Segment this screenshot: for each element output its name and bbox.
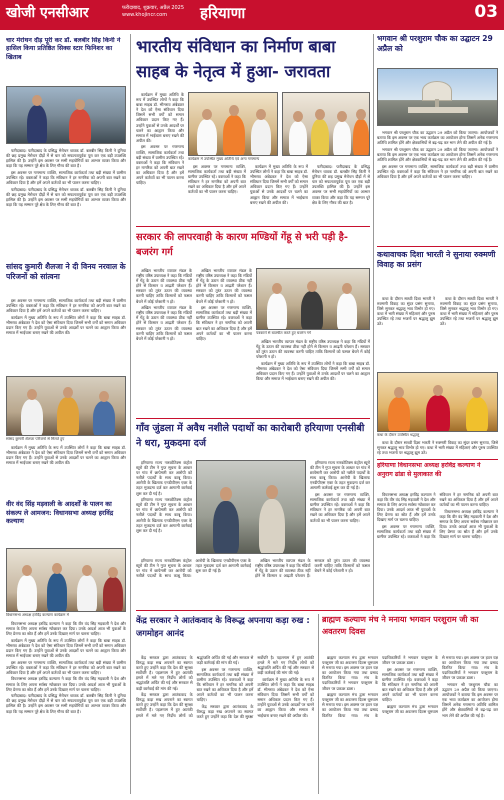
left-mid-text-2: कार्यक्रम में मुख्य अतिथि के रूप में उपस्थित लोगों ने कहा कि बाबा साहब डॉ. भीमराव अंबेडकर ने देश को ऐसा संविधान दिया जिसमें सभी वर्गों को समान अधिकार प्रदान किए गए हैं। उन्होंने युवाओं से उनके आदर्शों पर चलने का आह्वान किया और समाज में भाईचारा बनाए रखने की अपील की। bbox=[6, 314, 126, 336]
lead-photo-1 bbox=[188, 92, 278, 156]
page-number: 03 bbox=[474, 2, 498, 22]
lead-body-col-1 bbox=[136, 92, 184, 222]
lead-text-4: कार्यक्रम में मुख्य अतिथि के रूप में उपस्थित लोगों ने कहा कि बाबा साहब डॉ. भीमराव अंबेडकर ने देश को ऐसा संविधान दिया जिसमें सभी वर्गों को समान अधिकार प्रदान किए गए हैं। उन्होंने युवाओं से उनके आदर्शों पर चलने का आह्वान किया और समाज में भाईचारा बनाए रखने की अपील की। bbox=[250, 164, 308, 205]
ncb-text-1: हरियाणा राज्य नारकोटिक्स कंट्रोल ब्यूरो की टीम ने गुप्त सूचना के आधार पर गांव में छापेमारी कर आरोपी को नशीले पदार्थों के साथ काबू किया। आरोपी के खिलाफ एनडीपीएस एक्ट के तहत मुकदमा दर्ज कर आगामी कार्रवाई शुरू कर दी गई है। bbox=[136, 460, 192, 496]
mandi-text-4: इस अवसर पर गणमान्य व्यक्ति, सामाजिक कार्यकर्ता तथा बड़ी संख्या में ग्रामीण उपस्थित रहे। वक्ताओं ने कहा कि संविधान ने हर नागरिक को अपनी बात रखने का अधिकार दिया है और हमें अपने कर्तव्यों का भी पालन करना चाहिए। bbox=[196, 305, 252, 341]
left-bottom-text-1: विधानसभा अध्यक्ष हरविंद्र कल्याण ने कहा कि वीर वंद सिंह मड़वाली ने देश और समाज के लिए अपना सर्वस्व न्योछावर कर दिया। उनके आदर्श आज भी युवाओं के लिए प्रेरणा का स्रोत हैं और हमें उनके दिखाए मार्ग पर चलना चाहिए। bbox=[6, 621, 126, 637]
lead-headline: भारतीय संविधान का निर्माण बाबा साहब के नेतृत्व में हुआ- जरावता bbox=[136, 37, 336, 81]
page-header bbox=[0, 0, 504, 30]
katha-body-col-3 bbox=[377, 440, 498, 456]
column-divider-right bbox=[373, 34, 374, 606]
left-mid-headline: सांसद कुमारी शैलजा ने दी विनय नरवाल के परिजनों को सांत्वना bbox=[6, 262, 126, 281]
left-top-text-3: फरीदाबाद। फरीदाबाद के प्रसिद्ध मेरोथन धावक डॉ. बलबीर सिंह किनी ने दुनिया की छह प्रमुख मेरोथन दौड़ों में से चार को सफलतापूर्वक पूरा कर एक बड़ी उपलब्धि हासिल की है। उन्होंने इस अवसर पर सभी सहयोगियों का आभार व्यक्त किया और कहा कि यह सम्मान पूरे क्षेत्र के लिए गौरव की बात है। bbox=[6, 186, 126, 207]
mandi-body-col-1 bbox=[136, 268, 192, 414]
ncb-headline: गाँव जुंडला में अवैध नशीले पदार्थो का कारोबारी हरियाणा एनसीबी ने धरा, मुकदमा दर्ज bbox=[136, 423, 365, 449]
mandi-photo bbox=[256, 268, 370, 330]
katha-caption: कथा के दौरान उपस्थित श्रद्धालु bbox=[377, 433, 420, 437]
katha-body-col-1 bbox=[377, 296, 435, 368]
mandi-text-3: अखिल भारतीय व्यापार मंडल के राष्ट्रीय वरिष्ठ उपाध्यक्ष ने कहा कि मंडियों में गेंहू के उठान की व्यवस्था ठीक नहीं होने से किसान व आढ़ती परेशान हैं। सरकार को तुरंत उठान की व्यवस्था करनी चाहिए ताकि किसानों को फसल बेचने में कोई परेशानी न हो। bbox=[196, 268, 252, 304]
mandi-headline: सरकार की लापरवाही के कारण मण्डियों गेंहू से भरी पड़ी है- बजरंग गर्ग bbox=[136, 232, 348, 258]
ncb-body-col-1 bbox=[136, 460, 192, 554]
kalyan-text-3: विधानसभा अध्यक्ष हरविंद्र कल्याण ने कहा कि वीर वंद सिंह मड़वाली ने देश और समाज के लिए अपना सर्वस्व न्योछावर कर दिया। उनके आदर्श आज भी युवाओं के लिए प्रेरणा का स्रोत हैं और हमें उनके दिखाए मार्ग पर चलना चाहिए। bbox=[439, 508, 498, 540]
brahmin-text-2: ब्राह्मण कल्याण मंच द्वारा भगवान परशुराम जी का अवतरण दिवस धूमधाम से मनाया गया। इस अवसर पर हवन यज्ञ का आयोजन किया गया तथा प्रसाद वितरित किया गया। मंच के पदाधिकारियों ने भगवान परशुराम के जीवन पर प्रकाश डाला। bbox=[322, 655, 438, 718]
brahmin-body bbox=[322, 655, 498, 794]
katha-text-3: कथा के दौरान साध्वी दिशा भारती ने रुक्मणी विवाह का सुंदर प्रसंग सुनाया, जिसे सुनकर श्रद्धालु भाव विभोर हो गए। कथा में भारी संख्या में महिलाएं और पुरुष उपस्थित रहे तथा भजनों पर श्रद्धालु झूम उठे। bbox=[377, 440, 498, 456]
chowk-text-1: भगवान श्री परशुराम चौक का उद्घाटन 29 अप्रैल को किया जाएगा। आयोजकों ने बताया कि इस अवसर पर एक भव्य कार्यक्रम का आयोजन होगा जिसमें अनेक गणमान्य अतिथि शामिल होंगे और क्षेत्रवासियों से बढ़-चढ़ कर भाग लेने की अपील की गई है। bbox=[377, 130, 498, 146]
lead-text-1: कार्यक्रम में मुख्य अतिथि के रूप में उपस्थित लोगों ने कहा कि बाबा साहब डॉ. भीमराव अंबेडकर ने देश को ऐसा संविधान दिया जिसमें सभी वर्गों को समान अधिकार प्रदान किए गए हैं। उन्होंने युवाओं से उनके आदर्शों पर चलने का आह्वान किया और समाज में भाईचारा बनाए रखने की अपील की। bbox=[136, 92, 184, 143]
kalyan-text-2: इस अवसर पर गणमान्य व्यक्ति, सामाजिक कार्यकर्ता तथा बड़ी संख्या में ग्रामीण उपस्थित रहे। वक्ताओं ने कहा कि संविधान ने हर नागरिक को अपनी बात रखने का अधिकार दिया है और हमें अपने कर्तव्यों का भी पालन करना चाहिए। bbox=[377, 492, 498, 540]
center-divider-2 bbox=[136, 418, 370, 419]
kalyan-headline: हरियाणा विधानसभा अध्यक्ष हरविंद्र कल्याण ने अनुराग ढांडा से मुलाकात की bbox=[377, 462, 481, 478]
ncb-text-5: हरियाणा राज्य नारकोटिक्स कंट्रोल ब्यूरो की टीम ने गुप्त सूचना के आधार पर गांव में छापेमारी कर आरोपी को नशीले पदार्थों के साथ काबू किया। आरोपी के खिलाफ एनडीपीएस एक्ट के तहत मुकदमा दर्ज कर आगामी कार्रवाई शुरू कर दी गई है। bbox=[136, 558, 251, 579]
left-mid-text-3: कार्यक्रम में मुख्य अतिथि के रूप में उपस्थित लोगों ने कहा कि बाबा साहब डॉ. भीमराव अंबेडकर ने देश को ऐसा संविधान दिया जिसमें सभी वर्गों को समान अधिकार प्रदान किए गए हैं। उन्होंने युवाओं से उनके आदर्शों पर चलने का आह्वान किया और समाज में भाईचारा बनाए रखने की अपील की। bbox=[6, 445, 126, 466]
mandi-body-col-2 bbox=[196, 268, 252, 414]
left-bottom-headline: वीर वंद सिंह मड़वाली के आदर्शों के पालन का संकल्प ले आमजन: विधानसभा अध्यक्ष हरविंद्र कल्याण bbox=[6, 500, 114, 526]
ncb-body-col-2 bbox=[310, 460, 370, 554]
mandi-text-2: अखिल भारतीय व्यापार मंडल के राष्ट्रीय वरिष्ठ उपाध्यक्ष ने कहा कि मंडियों में गेंहू के उठान की व्यवस्था ठीक नहीं होने से किसान व आढ़ती परेशान हैं। सरकार को तुरंत उठान की व्यवस्था करनी चाहिए ताकि किसानों को फसल बेचने में कोई परेशानी न हो। bbox=[136, 305, 192, 341]
terror-text-1: केंद्र सरकार द्वारा आतंकवाद के विरुद्ध कड़ा रुख अपनाने का स्वागत करते हुए उन्होंने कहा कि देश की सुरक्षा सर्वोपरि है। पहलगाम में हुए आतंकी हमले में मारे गए निर्दोष लोगों को श्रद्धांजलि अर्पित की गई और सरकार से कड़ी कार्रवाई की मांग की गई। bbox=[136, 655, 193, 691]
brahmin-text-4: ब्राह्मण कल्याण मंच द्वारा भगवान परशुराम जी का अवतरण दिवस धूमधाम से मनाया गया। इस अवसर पर हवन यज्ञ का आयोजन किया गया तथा प्रसाद वितरित किया गया। मंच के पदाधिकारियों ने भगवान परशुराम के जीवन पर प्रकाश डाला। bbox=[382, 655, 498, 714]
column-divider-left bbox=[130, 34, 131, 794]
katha-headline: कथावाचक दिशा भारती ने सुनाया रुक्मणी विवाह का प्रसंग bbox=[377, 250, 496, 270]
brahmin-text-3: इस अवसर पर गणमान्य व्यक्ति, सामाजिक कार्यकर्ता तथा बड़ी संख्या में ग्रामीण उपस्थित रहे। वक्ताओं ने कहा कि संविधान ने हर नागरिक को अपनी बात रखने का अधिकार दिया है और हमें अपने कर्तव्यों का भी पालन करना चाहिए। bbox=[382, 666, 438, 703]
terror-text-4: केंद्र सरकार द्वारा आतंकवाद के विरुद्ध कड़ा रुख अपनाने का स्वागत करते हुए उन्होंने कहा कि देश की सुरक्षा सर्वोपरि है। पहलगाम में हुए आतंकी हमले में मारे गए निर्दोष लोगों को श्रद्धांजलि अर्पित की गई और सरकार से कड़ी कार्रवाई की मांग की गई। bbox=[196, 655, 314, 720]
left-top-headline: चार मेरोथन दौड़ पूरी कर डॉ. बलबीर सिंह किनी ने हासिल किया प्रतिष्ठित सिक्स स्टार फिनिशर का खिताब bbox=[6, 37, 121, 61]
left-mid-caption: सांसद कुमारी शैलजा परिजनों से मिलते हुए bbox=[6, 437, 65, 441]
lead-body-col-2 bbox=[188, 164, 246, 222]
column-divider-bottom bbox=[318, 614, 319, 794]
ncb-photo bbox=[196, 460, 306, 554]
lead-text-2: इस अवसर पर गणमान्य व्यक्ति, सामाजिक कार्यकर्ता तथा बड़ी संख्या में ग्रामीण उपस्थित रहे। वक्ताओं ने कहा कि संविधान ने हर नागरिक को अपनी बात रखने का अधिकार दिया है और हमें अपने कर्तव्यों का भी पालन करना चाहिए। bbox=[136, 144, 184, 186]
ncb-body-row-2 bbox=[136, 558, 370, 606]
chowk-body bbox=[377, 130, 498, 244]
left-mid-photo bbox=[6, 376, 126, 436]
left-top-photo bbox=[6, 86, 126, 144]
left-mid-text-1: इस अवसर पर गणमान्य व्यक्ति, सामाजिक कार्यकर्ता तथा बड़ी संख्या में ग्रामीण उपस्थित रहे। वक्ताओं ने कहा कि संविधान ने हर नागरिक को अपनी बात रखने का अधिकार दिया है और हमें अपने कर्तव्यों का भी पालन करना चाहिए। bbox=[6, 298, 126, 314]
ncb-text-6: अखिल भारतीय व्यापार मंडल के राष्ट्रीय वरिष्ठ उपाध्यक्ष ने कहा कि मंडियों में गेंहू के उठान की व्यवस्था ठीक नहीं होने से किसान व आढ़ती परेशान हैं। सरकार को तुरंत उठान की व्यवस्था करनी चाहिए ताकि किसानों को फसल बेचने में कोई परेशानी न हो। bbox=[255, 558, 370, 579]
left-bottom-text-3: इस अवसर पर गणमान्य व्यक्ति, सामाजिक कार्यकर्ता तथा बड़ी संख्या में ग्रामीण उपस्थित रहे। वक्ताओं ने कहा कि संविधान ने हर नागरिक को अपनी बात रखने का अधिकार दिया है और हमें अपने कर्तव्यों का भी पालन करना चाहिए। bbox=[6, 659, 126, 675]
mandi-caption: पत्रकारों से बातचीत करते हुए बजरंग गर्ग bbox=[256, 331, 312, 335]
center-divider-1 bbox=[136, 226, 370, 227]
terror-text-5: कार्यक्रम में मुख्य अतिथि के रूप में उपस्थित लोगों ने कहा कि बाबा साहब डॉ. भीमराव अंबेडकर ने देश को ऐसा संविधान दिया जिसमें सभी वर्गों को समान अधिकार प्रदान किए गए हैं। उन्होंने युवाओं से उनके आदर्शों पर चलने का आह्वान किया और समाज में भाईचारा बनाए रखने की अपील की। bbox=[257, 676, 314, 718]
left-top-text-1: फरीदाबाद। फरीदाबाद के प्रसिद्ध मेरोथन धावक डॉ. बलबीर सिंह किनी ने दुनिया की छह प्रमुख मेरोथन दौड़ों में से चार को सफलतापूर्वक पूरा कर एक बड़ी उपलब्धि हासिल की है। उन्होंने इस अवसर पर सभी सहयोगियों का आभार व्यक्त किया और कहा कि यह सम्मान पूरे क्षेत्र के लिए गौरव की बात है। bbox=[6, 148, 126, 169]
left-mid-body bbox=[6, 298, 126, 374]
mandi-text-5: अखिल भारतीय व्यापार मंडल के राष्ट्रीय वरिष्ठ उपाध्यक्ष ने कहा कि मंडियों में गेंहू के उठान की व्यवस्था ठीक नहीं होने से किसान व आढ़ती परेशान हैं। सरकार को तुरंत उठान की व्यवस्था करनी चाहिए ताकि किसानों को फसल बेचने में कोई परेशानी न हो। bbox=[256, 339, 370, 360]
left-bottom-text-5: फरीदाबाद। फरीदाबाद के प्रसिद्ध मेरोथन धावक डॉ. बलबीर सिंह किनी ने दुनिया की छह प्रमुख मेरोथन दौड़ों में से चार को सफलतापूर्वक पूरा कर एक बड़ी उपलब्धि हासिल की है। उन्होंने इस अवसर पर सभी सहयोगियों का आभार व्यक्त किया और कहा कि यह सम्मान पूरे क्षेत्र के लिए गौरव की बात है। bbox=[6, 693, 126, 714]
brahmin-text-5: भगवान श्री परशुराम चौक का उद्घाटन 29 अप्रैल को किया जाएगा। आयोजकों ने बताया कि इस अवसर पर एक भव्य कार्यक्रम का आयोजन होगा जिसमें अनेक गणमान्य अतिथि शामिल होंगे और क्षेत्रवासियों से बढ़-चढ़ कर भाग लेने की अपील की गई है। bbox=[442, 681, 498, 718]
right-divider-2 bbox=[377, 459, 498, 460]
lead-text-3: इस अवसर पर गणमान्य व्यक्ति, सामाजिक कार्यकर्ता तथा बड़ी संख्या में ग्रामीण उपस्थित रहे। वक्ताओं ने कहा कि संविधान ने हर नागरिक को अपनी बात रखने का अधिकार दिया है और हमें अपने कर्तव्यों का भी पालन करना चाहिए। bbox=[188, 164, 246, 195]
left-bottom-caption: विधानसभा अध्यक्ष हरविंद्र कल्याण कार्यक्रम में bbox=[6, 613, 69, 617]
terror-body bbox=[136, 655, 314, 794]
kalyan-text-1: विधानसभा अध्यक्ष हरविंद्र कल्याण ने कहा कि वीर वंद सिंह मड़वाली ने देश और समाज के लिए अपना सर्वस्व न्योछावर कर दिया। उनके आदर्श आज भी युवाओं के लिए प्रेरणा का स्रोत हैं और हमें उनके दिखाए मार्ग पर चलना चाहिए। bbox=[377, 492, 436, 523]
dateline-web: www.khojincr.com bbox=[122, 12, 168, 18]
lead-body-col-3 bbox=[250, 164, 308, 222]
masthead: खोजी एनसीआर bbox=[6, 5, 89, 21]
center-divider-3 bbox=[136, 610, 498, 611]
katha-body-col-2 bbox=[440, 296, 498, 368]
left-top-body bbox=[6, 148, 126, 256]
lead-photo-2 bbox=[282, 92, 370, 156]
mandi-body-col-3 bbox=[256, 339, 370, 414]
ncb-text-2: हरियाणा राज्य नारकोटिक्स कंट्रोल ब्यूरो की टीम ने गुप्त सूचना के आधार पर गांव में छापेमारी कर आरोपी को नशीले पदार्थों के साथ काबू किया। आरोपी के खिलाफ एनडीपीएस एक्ट के तहत मुकदमा दर्ज कर आगामी कार्रवाई शुरू कर दी गई है। bbox=[136, 497, 192, 533]
ncb-text-4: इस अवसर पर गणमान्य व्यक्ति, सामाजिक कार्यकर्ता तथा बड़ी संख्या में ग्रामीण उपस्थित रहे। वक्ताओं ने कहा कि संविधान ने हर नागरिक को अपनी बात रखने का अधिकार दिया है और हमें अपने कर्तव्यों का भी पालन करना चाहिए। bbox=[310, 492, 370, 523]
left-bottom-body bbox=[6, 621, 126, 793]
terror-text-2: केंद्र सरकार द्वारा आतंकवाद के विरुद्ध कड़ा रुख अपनाने का स्वागत करते हुए उन्होंने कहा कि देश की सुरक्षा सर्वोपरि है। पहलगाम में हुए आतंकी हमले में मारे गए निर्दोष लोगों को श्रद्धांजलि अर्पित की गई और सरकार से कड़ी कार्रवाई की मांग की गई। bbox=[136, 655, 254, 718]
kalyan-body bbox=[377, 492, 498, 606]
katha-text-1: कथा के दौरान साध्वी दिशा भारती ने रुक्मणी विवाह का सुंदर प्रसंग सुनाया, जिसे सुनकर श्रद्धालु भाव विभोर हो गए। कथा में भारी संख्या में महिलाएं और पुरुष उपस्थित रहे तथा भजनों पर श्रद्धालु झूम उठे। bbox=[377, 296, 435, 327]
chowk-text-2: भगवान श्री परशुराम चौक का उद्घाटन 29 अप्रैल को किया जाएगा। आयोजकों ने बताया कि इस अवसर पर एक भव्य कार्यक्रम का आयोजन होगा जिसमें अनेक गणमान्य अतिथि शामिल होंगे और क्षेत्रवासियों से बढ़-चढ़ कर भाग लेने की अपील की गई है। bbox=[377, 146, 498, 162]
left-mid-body-2 bbox=[6, 445, 126, 497]
left-bottom-text-2: कार्यक्रम में मुख्य अतिथि के रूप में उपस्थित लोगों ने कहा कि बाबा साहब डॉ. भीमराव अंबेडकर ने देश को ऐसा संविधान दिया जिसमें सभी वर्गों को समान अधिकार प्रदान किए गए हैं। उन्होंने युवाओं से उनके आदर्शों पर चलने का आह्वान किया और समाज में भाईचारा बनाए रखने की अपील की। bbox=[6, 637, 126, 659]
left-bottom-text-4: विधानसभा अध्यक्ष हरविंद्र कल्याण ने कहा कि वीर वंद सिंह मड़वाली ने देश और समाज के लिए अपना सर्वस्व न्योछावर कर दिया। उनके आदर्श आज भी युवाओं के लिए प्रेरणा का स्रोत हैं और हमें उनके दिखाए मार्ग पर चलना चाहिए। bbox=[6, 676, 126, 692]
mandi-text-6: कार्यक्रम में मुख्य अतिथि के रूप में उपस्थित लोगों ने कहा कि बाबा साहब डॉ. भीमराव अंबेडकर ने देश को ऐसा संविधान दिया जिसमें सभी वर्गों को समान अधिकार प्रदान किए गए हैं। उन्होंने युवाओं से उनके आदर्शों पर चलने का आह्वान किया और समाज में भाईचारा बनाए रखने की अपील की। bbox=[256, 360, 370, 382]
brahmin-text-1: ब्राह्मण कल्याण मंच द्वारा भगवान परशुराम जी का अवतरण दिवस धूमधाम से मनाया गया। इस अवसर पर हवन यज्ञ का आयोजन किया गया तथा प्रसाद वितरित किया गया। मंच के पदाधिकारियों ने भगवान परशुराम के जीवन पर प्रकाश डाला। bbox=[322, 655, 378, 691]
terror-headline: केंद्र सरकार ने आतंकवाद के विरूद्ध अपनाया कड़ा रुख : जगमोहन आनंद bbox=[136, 615, 310, 638]
mandi-text-1: अखिल भारतीय व्यापार मंडल के राष्ट्रीय वरिष्ठ उपाध्यक्ष ने कहा कि मंडियों में गेंहू के उठान की व्यवस्था ठीक नहीं होने से किसान व आढ़ती परेशान हैं। सरकार को तुरंत उठान की व्यवस्था करनी चाहिए ताकि किसानों को फसल बेचने में कोई परेशानी न हो। bbox=[136, 268, 192, 304]
dateline-text: फरीदाबाद, शुक्रवार, अप्रैल 2025 bbox=[122, 5, 185, 11]
katha-text-2: कथा के दौरान साध्वी दिशा भारती ने रुक्मणी विवाह का सुंदर प्रसंग सुनाया, जिसे सुनकर श्रद्धालु भाव विभोर हो गए। कथा में भारी संख्या में महिलाएं और पुरुष उपस्थित रहे तथा भजनों पर श्रद्धालु झूम उठे। bbox=[440, 296, 498, 327]
left-top-text-2: इस अवसर पर गणमान्य व्यक्ति, सामाजिक कार्यकर्ता तथा बड़ी संख्या में ग्रामीण उपस्थित रहे। वक्ताओं ने कहा कि संविधान ने हर नागरिक को अपनी बात रखने का अधिकार दिया है और हमें अपने कर्तव्यों का भी पालन करना चाहिए। bbox=[6, 169, 126, 186]
left-bottom-photo bbox=[6, 548, 126, 612]
chowk-headline: भगवान श्री परशुराम चौक का उद्घाटन 29 अप्रैल को bbox=[377, 34, 493, 54]
lead-body-col-4 bbox=[312, 164, 370, 222]
brahmin-headline: ब्राह्मण कल्याण मंच ने मनाया भगवान परशुराम जी का अवतरण दिवस bbox=[322, 615, 479, 637]
katha-photo bbox=[377, 372, 498, 432]
terror-text-3: इस अवसर पर गणमान्य व्यक्ति, सामाजिक कार्यकर्ता तथा बड़ी संख्या में ग्रामीण उपस्थित रहे। वक्ताओं ने कहा कि संविधान ने हर नागरिक को अपनी बात रखने का अधिकार दिया है और हमें अपने कर्तव्यों का भी पालन करना चाहिए। bbox=[196, 666, 254, 703]
ncb-text-3: हरियाणा राज्य नारकोटिक्स कंट्रोल ब्यूरो की टीम ने गुप्त सूचना के आधार पर गांव में छापेमारी कर आरोपी को नशीले पदार्थों के साथ काबू किया। आरोपी के खिलाफ एनडीपीएस एक्ट के तहत मुकदमा दर्ज कर आगामी कार्रवाई शुरू कर दी गई है। bbox=[310, 460, 370, 491]
section-name: हरियाणा bbox=[200, 4, 246, 22]
chowk-text-3: इस अवसर पर गणमान्य व्यक्ति, सामाजिक कार्यकर्ता तथा बड़ी संख्या में ग्रामीण उपस्थित रहे। वक्ताओं ने कहा कि संविधान ने हर नागरिक को अपनी बात रखने का अधिकार दिया है और हमें अपने कर्तव्यों का भी पालन करना चाहिए। bbox=[377, 163, 498, 179]
lead-caption: कार्यक्रम में उपस्थित मुख्य अतिथि एवं अन्य गणमान्य bbox=[188, 157, 260, 161]
chowk-photo bbox=[377, 68, 498, 126]
right-divider-1 bbox=[377, 246, 498, 247]
lead-text-5: फरीदाबाद। फरीदाबाद के प्रसिद्ध मेरोथन धावक डॉ. बलबीर सिंह किनी ने दुनिया की छह प्रमुख मेरोथन दौड़ों में से चार को सफलतापूर्वक पूरा कर एक बड़ी उपलब्धि हासिल की है। उन्होंने इस अवसर पर सभी सहयोगियों का आभार व्यक्त किया और कहा कि यह सम्मान पूरे क्षेत्र के लिए गौरव की बात है। bbox=[312, 164, 370, 205]
